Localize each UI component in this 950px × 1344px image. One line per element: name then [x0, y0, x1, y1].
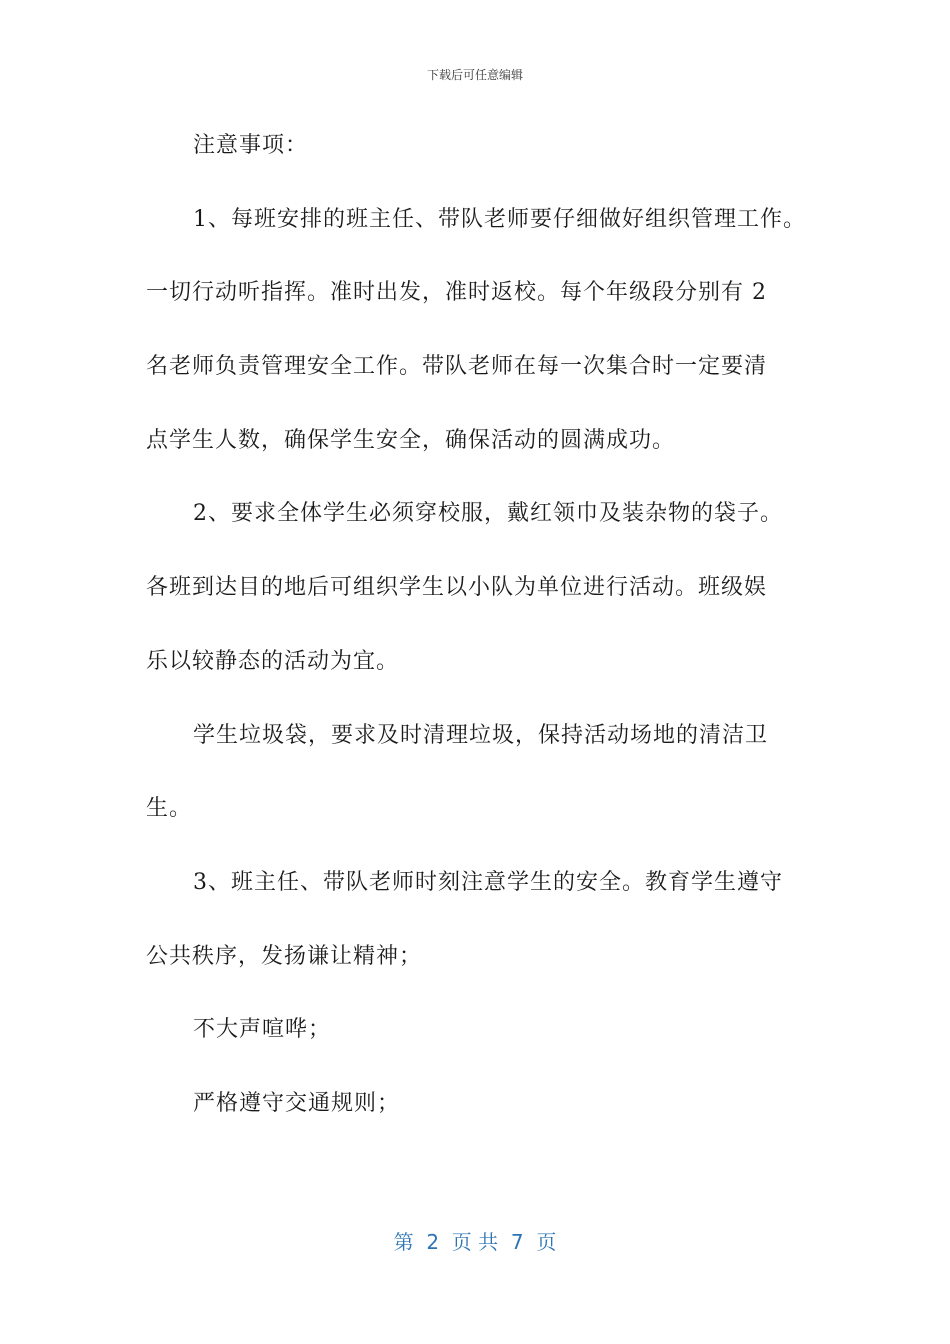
paragraph-line: 各班到达目的地后可组织学生以小队为单位进行活动。班级娱: [146, 575, 768, 601]
page-number-footer: 第 2 页 共 7 页: [393, 1230, 557, 1254]
paragraph-line: 2、要求全体学生必须穿校服，戴红领巾及装杂物的袋子。: [193, 501, 783, 527]
paragraph-line: 严格遵守交通规则；: [193, 1090, 401, 1116]
heading-notes: 注意事项：: [193, 133, 309, 158]
document-body: [146, 118, 816, 1150]
paragraph-line: 3、班主任、带队老师时刻注意学生的安全。教育学生遵守: [193, 869, 783, 895]
paragraph-line: 公共秩序，发扬谦让精神；: [146, 943, 423, 969]
paragraph-line: 1、每班安排的班主任、带队老师要仔细做好组织管理工作。: [193, 206, 806, 232]
page-header: 下载后可任意编辑: [426, 68, 523, 82]
paragraph-line: 生。: [146, 796, 193, 822]
paragraph-line: 点学生人数，确保学生安全，确保活动的圆满成功。: [146, 427, 676, 453]
paragraph-line: 学生垃圾袋，要求及时清理垃圾，保持活动场地的清洁卫: [193, 722, 769, 748]
paragraph-line: 一切行动听指挥。准时出发，准时返校。每个年级段分别有 2: [146, 280, 767, 306]
paragraph-line: 乐以较静态的活动为宜。: [146, 648, 400, 674]
paragraph-line: 不大声喧哗；: [193, 1017, 332, 1043]
paragraph-line: 名老师负责管理安全工作。带队老师在每一次集合时一定要清: [146, 354, 768, 380]
